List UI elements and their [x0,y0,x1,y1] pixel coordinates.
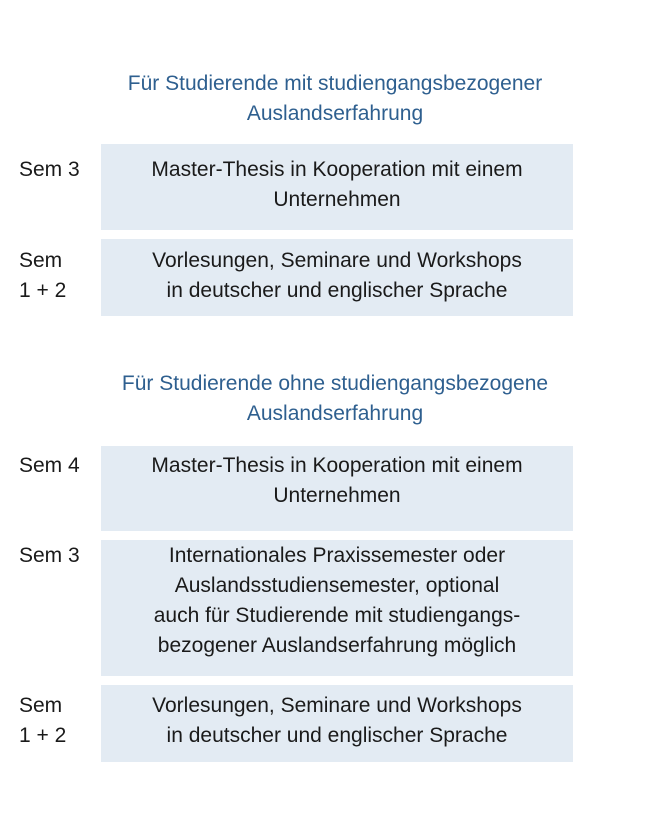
semester-box [101,144,573,230]
semester-description: Vorlesungen, Seminare und Workshops in deutscher und englischer Sprache [152,249,522,302]
semester-box [101,685,573,762]
semester-label: Sem 3 [19,158,80,181]
semester-box [101,540,573,676]
semester-label: Sem 3 [19,544,80,567]
semester-label: Sem 4 [19,454,80,477]
semester-label: Sem 1 + 2 [19,694,67,747]
semester-description: Master-Thesis in Kooperation mit einem Unternehmen [151,158,523,211]
semester-label: Sem 1 + 2 [19,249,67,302]
semester-description: Master-Thesis in Kooperation mit einem Unternehmen [151,454,523,507]
semester-description: Vorlesungen, Seminare und Workshops in deutscher und englischer Sprache [152,694,522,747]
semester-box [101,239,573,316]
section-title-without-experience: Für Studierende ohne studiengangsbezogene Auslandserfahrung [121,372,549,425]
section-title-with-experience: Für Studierende mit studiengangsbezogener Auslandserfahrung [127,72,543,125]
semester-description: Internationales Praxissemester oder Auslandsstudiensemester, optional auch für Studierende mit studiengangs- bezogener Auslandserfahrung möglich [153,544,521,657]
semester-box [101,446,573,531]
